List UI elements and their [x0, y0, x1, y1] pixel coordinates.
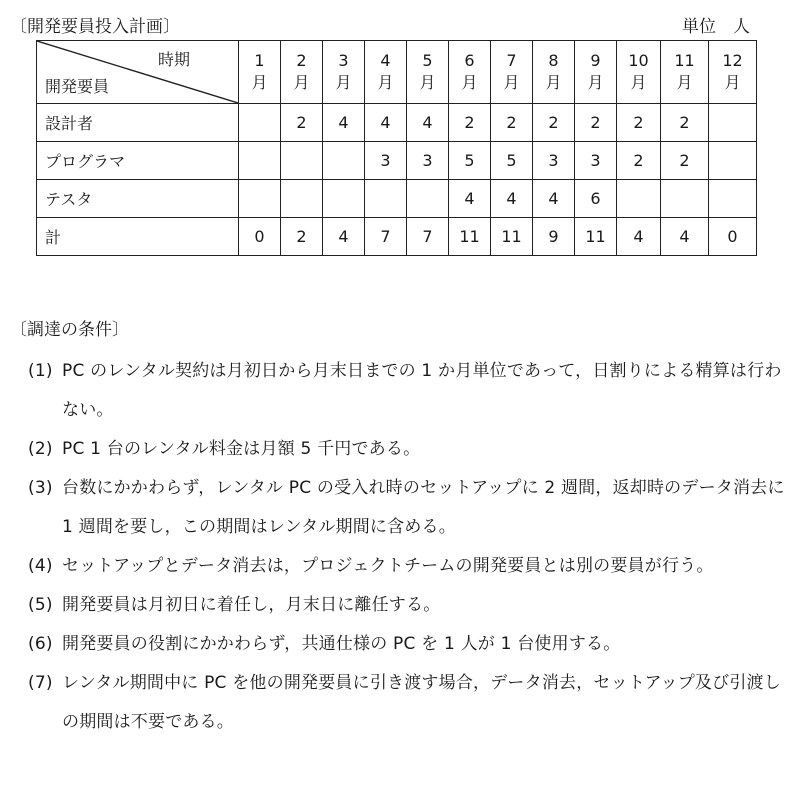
table-cell: 2	[533, 104, 575, 142]
unit-label: 単位 人	[682, 17, 750, 37]
table-cell: 4	[491, 180, 533, 218]
condition-text: 開発要員は月初日に着任し，月末日に離任する。	[62, 595, 441, 615]
table-cell: 7	[407, 218, 449, 256]
table-cell: 4	[533, 180, 575, 218]
condition-text: PC 1 台のレンタル料金は月額 5 千円である。	[62, 439, 421, 459]
table-cell: 9	[533, 218, 575, 256]
table-cell: 6	[575, 180, 617, 218]
conditions-list	[10, 352, 790, 742]
table-cell: 2	[449, 104, 491, 142]
condition-text: PC のレンタル契約は月初日から月末日までの 1 か月単位であって，日割りによる精算は行わない。	[62, 361, 782, 420]
month-header: 10 月	[617, 41, 661, 104]
corner-period-label: 時期	[157, 50, 190, 69]
month-header: 11 月	[661, 41, 709, 104]
table-cell	[323, 180, 365, 218]
table-row	[37, 180, 757, 218]
table-cell	[709, 180, 757, 218]
condition-number: (4)	[28, 556, 53, 576]
table-cell: 5	[449, 142, 491, 180]
month-header: 1 月	[239, 41, 281, 104]
table-cell: 4	[323, 218, 365, 256]
table-cell: 2	[575, 104, 617, 142]
condition-item	[28, 586, 790, 625]
table-cell: 2	[617, 142, 661, 180]
table-header-row	[37, 41, 757, 104]
condition-number: (1)	[28, 361, 53, 381]
corner-staff-label: 開発要員	[45, 77, 110, 96]
table-cell	[239, 142, 281, 180]
condition-number: (7)	[28, 673, 53, 693]
condition-number: (5)	[28, 595, 53, 615]
table-cell: 2	[281, 218, 323, 256]
table-cell	[661, 180, 709, 218]
table-cell	[709, 104, 757, 142]
table-cell: 4	[323, 104, 365, 142]
condition-item	[28, 664, 790, 742]
table-cell	[365, 180, 407, 218]
condition-text: 台数にかかわらず，レンタル PC の受入れ時のセットアップに 2 週間，返却時のデータ消去に 1 週間を要し，この期間はレンタル期間に含める。	[62, 478, 785, 537]
condition-number: (6)	[28, 634, 53, 654]
table-cell	[709, 142, 757, 180]
condition-text: 開発要員の役割にかかわらず，共通仕様の PC を 1 人が 1 台使用する。	[62, 634, 621, 654]
table-cell: 0	[239, 218, 281, 256]
table-cell	[239, 104, 281, 142]
table-cell	[281, 180, 323, 218]
table-corner-cell	[37, 41, 239, 104]
table-cell: 2	[617, 104, 661, 142]
conditions-title: 〔調達の条件〕	[10, 320, 129, 340]
table-cell	[323, 142, 365, 180]
month-header: 8 月	[533, 41, 575, 104]
table-cell: 3	[533, 142, 575, 180]
table-cell: 4	[661, 218, 709, 256]
condition-number: (2)	[28, 439, 53, 459]
table-cell: 7	[365, 218, 407, 256]
table-cell: 2	[661, 104, 709, 142]
row-label: プログラマ	[37, 142, 239, 180]
month-header: 5 月	[407, 41, 449, 104]
condition-item	[28, 469, 790, 547]
row-label: 計	[37, 218, 239, 256]
document-header	[10, 12, 792, 36]
row-label: テスタ	[37, 180, 239, 218]
conditions-section	[10, 315, 790, 742]
table-cell: 3	[365, 142, 407, 180]
table-cell: 4	[365, 104, 407, 142]
month-header: 3 月	[323, 41, 365, 104]
month-header: 7 月	[491, 41, 533, 104]
condition-item	[28, 625, 790, 664]
condition-item	[28, 352, 790, 430]
table-cell	[407, 180, 449, 218]
month-header: 9 月	[575, 41, 617, 104]
condition-text: セットアップとデータ消去は，プロジェクトチームの開発要員とは別の要員が行う。	[62, 556, 714, 576]
month-header: 4 月	[365, 41, 407, 104]
table-cell: 11	[491, 218, 533, 256]
condition-item	[28, 547, 790, 586]
month-header: 12 月	[709, 41, 757, 104]
condition-text: レンタル期間中に PC を他の開発要員に引き渡す場合，データ消去，セットアップ及び引渡しの期間は不要である。	[62, 673, 781, 732]
table-cell: 4	[449, 180, 491, 218]
table-cell: 11	[575, 218, 617, 256]
table-cell: 11	[449, 218, 491, 256]
table-row	[37, 142, 757, 180]
table-cell: 2	[491, 104, 533, 142]
row-label: 設計者	[37, 104, 239, 142]
table-cell: 2	[281, 104, 323, 142]
table-cell: 5	[491, 142, 533, 180]
condition-item	[28, 430, 790, 469]
table-cell	[239, 180, 281, 218]
table-cell: 4	[407, 104, 449, 142]
table-cell: 3	[575, 142, 617, 180]
plan-title: 〔開発要員投入計画〕	[10, 17, 180, 37]
month-header: 6 月	[449, 41, 491, 104]
staffing-plan-table	[36, 40, 757, 256]
table-cell	[617, 180, 661, 218]
table-cell: 4	[617, 218, 661, 256]
table-row	[37, 104, 757, 142]
month-header: 2 月	[281, 41, 323, 104]
table-cell: 2	[661, 142, 709, 180]
table-cell: 3	[407, 142, 449, 180]
condition-number: (3)	[28, 478, 53, 498]
table-cell	[281, 142, 323, 180]
table-cell: 0	[709, 218, 757, 256]
table-row	[37, 218, 757, 256]
